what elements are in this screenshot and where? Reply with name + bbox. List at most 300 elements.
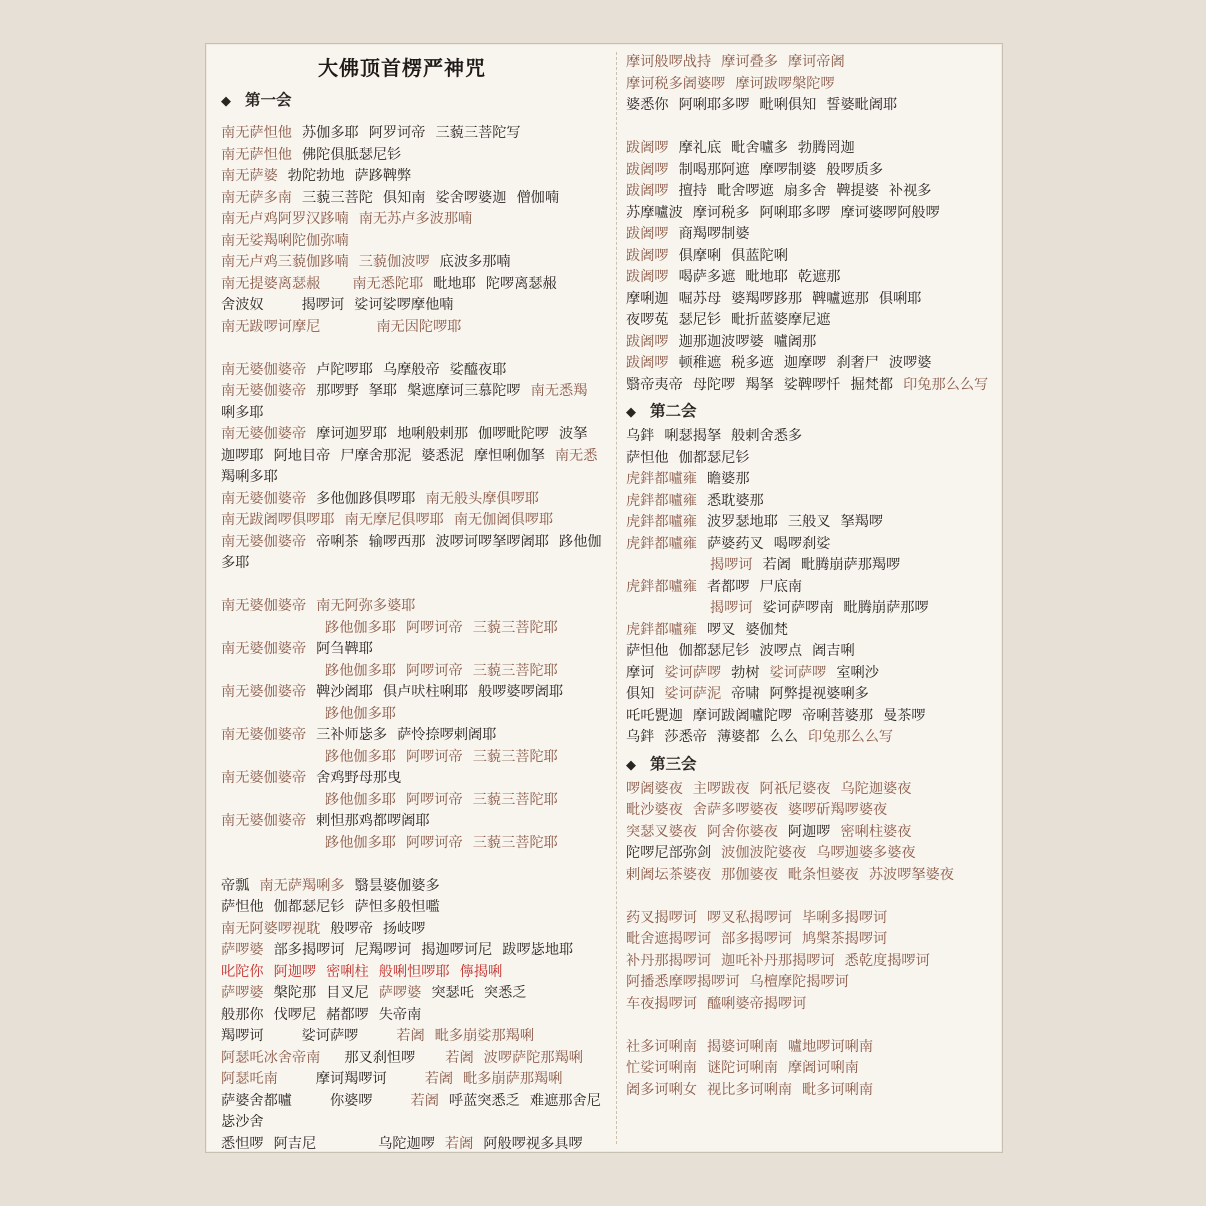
- mantra-line: [221, 725, 609, 747]
- mantra-phrase: 般剌舍悉多: [731, 428, 803, 444]
- mantra-phrase: 南无婆伽婆帝: [221, 361, 307, 378]
- mantra-line: [626, 1058, 992, 1080]
- mantra-phrase: 摩诃婆啰阿般啰: [840, 204, 940, 221]
- mantra-phrase: 萨啰婆: [378, 985, 422, 1001]
- mantra-phrase: 部多揭啰诃: [721, 931, 793, 947]
- mantra-phrase: 车夜揭啰诃: [626, 995, 697, 1012]
- mantra-phrase: 鞞嚧遮那: [812, 290, 869, 307]
- mantra-phrase: 迦那迦波啰婆: [678, 333, 764, 350]
- mantra-phrase: 多耶: [221, 555, 250, 571]
- mantra-phrase: 社多诃唎南: [626, 1038, 697, 1055]
- mantra-phrase: 阿舍你婆夜: [706, 823, 778, 840]
- mantra-phrase: 陀啰尼部弥剑: [626, 845, 712, 861]
- mantra-phrase: 鞞提婆: [836, 183, 879, 199]
- mantra-phrase: 毗舍遮揭啰诃: [626, 931, 712, 947]
- mantra-phrase: 波拏: [559, 426, 588, 442]
- mantra-phrase: 阿瑟吒冰舍帝南: [221, 1049, 321, 1066]
- mantra-phrase: 跋阇啰: [626, 333, 669, 350]
- mantra-line: [626, 289, 992, 311]
- mantra-line: [221, 553, 609, 575]
- mantra-phrase: 摩诃羯啰诃: [315, 1071, 387, 1087]
- mantra-phrase: 伽都瑟尼钐: [678, 449, 750, 466]
- mantra-phrase: 部多揭啰诃: [273, 942, 345, 958]
- mantra-phrase: 跢他伽多耶: [325, 705, 396, 722]
- mantra-line: [221, 919, 609, 941]
- mantra-phrase: 跋阇啰: [626, 247, 669, 264]
- mantra-line: [626, 534, 992, 556]
- mantra-line: [221, 704, 609, 726]
- mantra-phrase: 南无阿弥多婆耶: [316, 598, 416, 614]
- mantra-phrase: 阿祇尼婆夜: [759, 780, 831, 797]
- mantra-phrase: 鸠槃茶揭啰诃: [802, 931, 888, 947]
- mantra-phrase: 毗舍啰遮: [716, 183, 774, 199]
- mantra-phrase: 誓婆毗阇耶: [826, 97, 898, 113]
- mantra-phrase: 乌檀摩陀揭啰诃: [749, 974, 849, 990]
- mantra-phrase: 揭啰诃: [710, 600, 753, 616]
- mantra-line: [626, 620, 992, 642]
- mantra-line: [626, 577, 992, 599]
- mantra-phrase: 俱知: [626, 686, 655, 702]
- mantra-phrase: 毗多诃唎南: [802, 1081, 874, 1098]
- mantra-phrase: 摩诃般啰战持: [626, 54, 712, 70]
- mantra-phrase: 三般叉: [787, 514, 831, 530]
- mantra-phrase: 阿刍鞞耶: [316, 641, 373, 657]
- mantra-phrase: 若阇: [410, 1092, 439, 1109]
- mantra-line: [221, 166, 609, 188]
- mantra-phrase: 波啰萨陀那羯唎: [483, 1049, 583, 1066]
- mantra-phrase: 跋阇啰: [626, 226, 669, 242]
- mantra-phrase: 那啰野: [316, 383, 359, 399]
- mantra-phrase: 阿播悉摩啰揭啰诃: [626, 974, 740, 990]
- mantra-phrase: 摩诃税多: [692, 204, 750, 221]
- mantra-phrase: 南无婆伽婆帝: [221, 770, 307, 786]
- mantra-phrase: 摩诃叠多: [721, 54, 778, 70]
- section-heading-label: 第二会: [650, 401, 697, 420]
- mantra-line: [626, 684, 992, 706]
- mantra-line: [221, 1134, 609, 1156]
- mantra-phrase: 南无婆伽婆帝: [221, 684, 307, 700]
- mantra-phrase: 乌陀迦婆夜: [840, 780, 912, 797]
- mantra-phrase: 跋阇啰: [626, 269, 669, 285]
- mantra-phrase: 密唎柱婆夜: [840, 823, 912, 840]
- mantra-phrase: 乌摩般帝: [382, 361, 440, 378]
- mantra-phrase: 三藐三菩陀耶: [472, 834, 558, 851]
- mantra-phrase: 婆悉你: [626, 97, 669, 113]
- mantra-line: [221, 983, 609, 1005]
- mantra-phrase: 萨婆药叉: [706, 535, 764, 552]
- mantra-phrase: 阿迦啰: [273, 963, 317, 980]
- mantra-phrase: 婆伽梵: [745, 621, 788, 638]
- mantra-line: [221, 1026, 609, 1048]
- mantra-phrase: 帝唎菩婆那: [802, 707, 874, 724]
- section-heading-third: [626, 749, 992, 779]
- mantra-line: [626, 375, 992, 397]
- mantra-phrase: 阿唎耶多啰: [759, 204, 831, 221]
- mantra-line: [221, 790, 609, 812]
- mantra-phrase: 目叉尼: [326, 985, 369, 1001]
- mantra-phrase: 跢他伽多耶: [325, 791, 396, 808]
- mantra-line: [626, 865, 992, 887]
- mantra-phrase: 啰叉私揭啰诃: [706, 909, 793, 926]
- mantra-line: [626, 779, 992, 801]
- mantra-phrase: 南无跋阇啰俱啰耶: [221, 512, 335, 528]
- mantra-phrase: 跋阇啰: [626, 161, 669, 178]
- mantra-phrase: 般啰婆啰阇耶: [478, 684, 564, 700]
- mantra-line: [626, 641, 992, 663]
- mantra-phrase: 槃遮摩诃三慕陀啰: [407, 383, 521, 399]
- mantra-phrase: 尸摩舍那泥: [340, 447, 412, 464]
- mantra-phrase: 掘梵都: [850, 376, 894, 393]
- mantra-phrase: 萨婆舍都嚧: [221, 1092, 292, 1109]
- mantra-phrase: 般啰帝: [330, 920, 373, 937]
- mantra-phrase: 擅持: [678, 183, 707, 199]
- mantra-phrase: 迦啰耶: [221, 447, 264, 464]
- left-column: [221, 90, 609, 1155]
- mantra-phrase: 嚧阇那: [773, 333, 817, 350]
- mantra-phrase: 拏羯啰: [840, 514, 884, 530]
- mantra-phrase: 毗腾崩萨那啰: [843, 600, 929, 616]
- stanza-gap: [221, 338, 609, 360]
- mantra-phrase: 般唎怛啰耶: [378, 963, 450, 980]
- mantra-phrase: 摩诃跋阇嚧陀啰: [692, 707, 793, 724]
- mantra-line: [626, 491, 992, 513]
- mantra-line: [221, 317, 609, 339]
- mantra-phrase: 舍鸡野母那曳: [316, 770, 402, 786]
- mantra-phrase: 南无婆伽婆帝: [221, 533, 307, 550]
- mantra-line: [221, 897, 609, 919]
- mantra-phrase: 悉怛啰: [221, 1135, 264, 1152]
- mantra-phrase: 剌阇坛茶婆夜: [626, 866, 712, 883]
- mantra-line: [221, 231, 609, 253]
- mantra-phrase: 摩礼底: [678, 140, 722, 156]
- mantra-line: [221, 209, 609, 231]
- mantra-phrase: 瞻婆那: [706, 471, 750, 487]
- mantra-phrase: 苏伽多耶: [301, 125, 359, 141]
- mantra-phrase: 勃树: [731, 664, 760, 681]
- mantra-line: [221, 123, 609, 145]
- mantra-phrase: 摩唎迦: [626, 290, 669, 307]
- mantra-phrase: 舍波奴: [221, 297, 264, 313]
- mantra-phrase: 南无婆伽婆帝: [221, 641, 307, 657]
- mantra-line: [221, 381, 609, 403]
- mantra-phrase: 羯啰诃: [221, 1028, 264, 1044]
- stanza-gap: [626, 117, 992, 139]
- mantra-line: [626, 706, 992, 728]
- mantra-phrase: 扬岐啰: [382, 920, 426, 937]
- mantra-phrase: 制喝那阿遮: [678, 161, 750, 178]
- mantra-line: [221, 360, 609, 382]
- mantra-phrase: 摩诃帝阇: [787, 54, 845, 70]
- mantra-phrase: 跋阇啰: [626, 355, 669, 371]
- mantra-phrase: 摩怛唎伽拏: [473, 447, 545, 464]
- mantra-phrase: 俱蓝陀唎: [731, 247, 788, 264]
- mantra-phrase: 跋啰毖地耶: [502, 942, 574, 958]
- mantra-phrase: 南无婆伽婆帝: [221, 490, 307, 507]
- mantra-phrase: 帝啸: [731, 686, 760, 702]
- mantra-phrase: 摩阇诃唎南: [787, 1060, 859, 1076]
- section-heading-label: 第三会: [650, 753, 697, 773]
- mantra-phrase: 悉耽婆那: [706, 492, 764, 509]
- mantra-phrase: 若阇: [444, 1135, 474, 1152]
- mantra-phrase: 补视多: [888, 183, 932, 199]
- mantra-line: [626, 1080, 992, 1102]
- mantra-line: [221, 274, 609, 296]
- mantra-phrase: 摩诃跋啰槃陀啰: [735, 75, 835, 92]
- mantra-phrase: 娑醯夜耶: [449, 361, 507, 378]
- mantra-phrase: 毗地耶: [433, 275, 476, 292]
- mantra-phrase: 底波多那喃: [439, 254, 511, 270]
- mantra-phrase: 扇多舍: [783, 183, 827, 199]
- mantra-phrase: 补丹那揭啰诃: [626, 952, 712, 969]
- mantra-phrase: 揭婆诃唎南: [706, 1038, 778, 1055]
- mantra-phrase: 鞞沙阇耶: [316, 684, 373, 700]
- mantra-phrase: 喝萨多遮: [678, 269, 736, 285]
- mantra-phrase: 毗沙婆夜: [626, 802, 683, 818]
- mantra-phrase: 南无婆伽婆帝: [221, 813, 307, 829]
- mantra-phrase: 主啰跋夜: [692, 780, 750, 797]
- mantra-line: [221, 252, 609, 274]
- mantra-phrase: 地唎般剌那: [397, 426, 469, 442]
- mantra-phrase: 商羯啰制婆: [678, 226, 750, 242]
- mantra-phrase: 瑟尼钐: [678, 312, 722, 328]
- mantra-phrase: 儜揭唎: [459, 963, 503, 980]
- mantra-phrase: 波伽波陀婆夜: [721, 845, 807, 861]
- mantra-phrase: 母陀啰: [692, 376, 736, 393]
- mantra-phrase: 啰阇婆夜: [626, 780, 683, 797]
- mantra-phrase: 南无阿婆啰视耽: [221, 920, 321, 937]
- stanza-gap: [221, 854, 609, 876]
- mantra-phrase: 翳帝夷帝: [626, 376, 683, 393]
- mantra-phrase: 毗舍嚧多: [731, 140, 788, 156]
- mantra-phrase: 迦吒补丹那揭啰诃: [721, 952, 835, 969]
- mantra-phrase: 南无娑羯唎陀伽弥喃: [221, 232, 349, 249]
- mantra-phrase: 若阇: [424, 1071, 454, 1087]
- mantra-phrase: 南无萨怛他: [221, 146, 292, 163]
- mantra-phrase: 者都啰: [706, 578, 750, 595]
- mantra-phrase: 南无因陀啰耶: [376, 318, 462, 335]
- mantra-phrase: 南无悉: [554, 447, 598, 464]
- diamond-icon: ◆: [221, 94, 231, 109]
- mantra-line: [626, 800, 992, 822]
- mantra-phrase: 莎悉帝: [664, 729, 707, 745]
- mantra-phrase: 唎瑟揭拏: [664, 428, 722, 444]
- mantra-phrase: 南无般头摩俱啰耶: [425, 490, 539, 507]
- mantra-phrase: 伽啰毗陀啰: [478, 426, 549, 442]
- mantra-line: [626, 994, 992, 1016]
- mantra-phrase: 波罗瑟地耶: [706, 514, 778, 530]
- mantra-phrase: 南无卢鸡三藐伽跢喃: [221, 254, 349, 270]
- mantra-phrase: 婆羯啰跢那: [731, 290, 803, 307]
- mantra-phrase: 毗地耶: [745, 269, 788, 285]
- mantra-line: [626, 160, 992, 182]
- mantra-phrase: 虎鉡都嚧雍: [626, 492, 697, 509]
- mantra-line: [626, 843, 992, 865]
- mantra-line: [221, 1048, 609, 1070]
- mantra-phrase: 南无苏卢多波那喃: [358, 211, 473, 227]
- mantra-phrase: 揭啰诃: [710, 557, 753, 573]
- mantra-phrase: 突悉乏: [483, 985, 527, 1001]
- mantra-line: [626, 555, 992, 577]
- mantra-phrase: 醯唎婆帝揭啰诃: [706, 995, 807, 1012]
- section-heading-first: ◆ 第一会: [221, 90, 292, 109]
- mantra-phrase: 突瑟叉婆夜: [626, 823, 697, 840]
- mantra-phrase: 南无婆伽婆帝: [221, 727, 307, 743]
- mantra-phrase: 曼茶啰: [883, 707, 926, 724]
- mantra-phrase: 谜陀诃唎南: [706, 1060, 778, 1076]
- mantra-phrase: 阇多诃唎女: [626, 1081, 697, 1098]
- right-mantra-lines: [626, 52, 992, 1101]
- mantra-phrase: 俱摩唎: [678, 247, 722, 264]
- mantra-phrase: 若阇: [445, 1049, 474, 1066]
- column-divider: [616, 52, 617, 1144]
- mantra-line: [221, 661, 609, 683]
- mantra-line: [221, 424, 609, 446]
- mantra-phrase: 若阇: [396, 1028, 425, 1044]
- mantra-phrase: 般那你: [221, 1006, 264, 1023]
- mantra-phrase: 毖沙舍: [221, 1114, 264, 1130]
- mantra-phrase: 俱卢吠柱唎耶: [382, 684, 469, 700]
- mantra-phrase: 薄婆都: [716, 729, 760, 745]
- mantra-phrase: 帝唎茶: [316, 533, 359, 550]
- mantra-line: [626, 353, 992, 375]
- mantra-phrase: 三藐三菩陀耶: [472, 619, 558, 636]
- mantra-phrase: 迦摩啰: [783, 355, 827, 371]
- mantra-phrase: 阿迦啰: [787, 823, 831, 840]
- mantra-phrase: 虎鉡都嚧雍: [626, 578, 697, 595]
- mantra-phrase: 赭都啰: [326, 1006, 369, 1023]
- mantra-line: [221, 811, 609, 833]
- diamond-icon: ◆: [626, 757, 636, 773]
- mantra-line: [221, 1091, 609, 1113]
- mantra-phrase: 萨怜捺啰剌阇耶: [397, 727, 497, 743]
- mantra-phrase: 舍萨多啰婆夜: [692, 802, 778, 818]
- mantra-phrase: 波啰婆: [888, 355, 932, 371]
- mantra-phrase: 南无婆伽婆帝: [221, 426, 307, 442]
- mantra-phrase: 揭啰诃: [301, 297, 345, 313]
- mantra-phrase: 刹奢尸: [836, 355, 879, 371]
- mantra-phrase: 乌鉡: [626, 729, 655, 745]
- mantra-phrase: 叱陀你: [221, 963, 264, 980]
- mantra-phrase: 跋阇啰: [626, 140, 669, 156]
- mantra-line: [221, 532, 609, 554]
- mantra-line: [221, 768, 609, 790]
- mantra-line: [626, 426, 992, 448]
- mantra-phrase: 嚧地啰诃唎南: [787, 1038, 874, 1055]
- mantra-phrase: 翳昙婆伽婆多: [354, 877, 440, 894]
- mantra-line: [626, 448, 992, 470]
- mantra-phrase: 跢他伽: [559, 533, 602, 550]
- mantra-phrase: 三藐三菩陀耶: [472, 662, 558, 679]
- mantra-phrase: 毗多崩娑那羯唎: [434, 1028, 535, 1044]
- mantra-phrase: 南无提婆离瑟赧: [221, 275, 321, 292]
- mantra-phrase: 阿啰诃帝: [405, 662, 463, 679]
- mantra-phrase: 阿弊提视婆唎多: [769, 686, 869, 702]
- mantra-phrase: 阿吉尼: [273, 1135, 317, 1152]
- mantra-phrase: 羯唎多耶: [221, 469, 278, 485]
- mantra-phrase: 悉乾度揭啰诃: [844, 952, 930, 969]
- mantra-line: [626, 203, 992, 225]
- mantra-phrase: 呼蓝突悉乏: [448, 1092, 520, 1109]
- mantra-phrase: 跋阇啰: [626, 183, 669, 199]
- mantra-phrase: 吒吒甖迦: [626, 707, 683, 724]
- mantra-phrase: 萨怛他: [626, 449, 669, 466]
- mantra-line: [626, 663, 992, 685]
- stanza-gap: [626, 1015, 992, 1037]
- mantra-line: [221, 145, 609, 167]
- mantra-phrase: 帝瓢: [221, 877, 250, 894]
- mantra-line: [221, 962, 609, 984]
- mantra-phrase: 么么: [769, 729, 798, 745]
- mantra-phrase: 佛陀俱胝瑟尼钐: [301, 146, 402, 163]
- mantra-phrase: 婆悉泥: [421, 447, 464, 464]
- mantra-line: [221, 467, 609, 489]
- mantra-phrase: 三补师毖多: [316, 727, 388, 743]
- mantra-line: [626, 246, 992, 268]
- mantra-phrase: 印兔那么么写: [807, 729, 894, 745]
- mantra-phrase: 槃陀那: [273, 985, 317, 1001]
- mantra-phrase: 南无萨婆: [221, 168, 278, 184]
- mantra-phrase: 阿唎耶多啰: [678, 97, 750, 113]
- mantra-phrase: 啒苏母: [678, 290, 722, 307]
- mantra-line: [626, 310, 992, 332]
- mantra-line: [626, 929, 992, 951]
- mantra-phrase: 萨怛他: [626, 643, 669, 659]
- mantra-phrase: 摩诃迦罗耶: [316, 426, 388, 442]
- mantra-line: [221, 446, 609, 468]
- mantra-phrase: 僧伽喃: [516, 189, 560, 206]
- mantra-phrase: 苏摩嚧波: [626, 204, 683, 221]
- mantra-phrase: 药叉揭啰诃: [626, 909, 697, 926]
- mantra-phrase: 若阇: [762, 557, 791, 573]
- mantra-line: [221, 1005, 609, 1027]
- mantra-line: [626, 951, 992, 973]
- mantra-phrase: 萨啰婆: [221, 942, 264, 958]
- mantra-phrase: 剌怛那鸡都啰阇耶: [316, 813, 430, 829]
- mantra-phrase: 娑诃萨啰: [769, 664, 827, 681]
- mantra-line: [221, 510, 609, 532]
- mantra-phrase: 跢他伽多耶: [325, 834, 396, 851]
- mantra-phrase: 娑诃萨啰南: [762, 600, 834, 616]
- mantra-phrase: 摩诃: [626, 664, 655, 681]
- mantra-phrase: 视比多诃唎南: [706, 1081, 793, 1098]
- mantra-line: [626, 822, 992, 844]
- mantra-line: [221, 876, 609, 898]
- mantra-phrase: 密唎柱: [326, 963, 369, 980]
- mantra-phrase: 南无萨羯唎多: [259, 877, 345, 894]
- mantra-phrase: 跢他伽多耶: [325, 748, 396, 765]
- mantra-phrase: 毗折蓝婆摩尼遮: [731, 312, 831, 328]
- mantra-phrase: 伽都瑟尼钐: [678, 643, 750, 659]
- mantra-line: [626, 469, 992, 491]
- mantra-line: [221, 295, 609, 317]
- mantra-phrase: 你婆啰: [329, 1092, 373, 1109]
- mantra-phrase: 南无跋啰诃摩尼: [221, 318, 321, 335]
- mantra-phrase: 阿啰诃帝: [405, 791, 463, 808]
- mantra-phrase: 三藐三菩陀: [301, 189, 373, 206]
- mantra-phrase: 虎鉡都嚧雍: [626, 621, 697, 638]
- mantra-phrase: 三藐三菩陀写: [435, 125, 521, 141]
- mantra-phrase: 俱唎耶: [878, 290, 922, 307]
- mantra-phrase: 南无摩尼俱啰耶: [344, 512, 444, 528]
- mantra-phrase: 乌鉡: [626, 428, 655, 444]
- stanza-gap: [221, 575, 609, 597]
- mantra-phrase: 波啰诃啰拏啰阇耶: [435, 533, 549, 550]
- mantra-phrase: 那伽婆夜: [721, 866, 778, 883]
- mantra-line: [221, 940, 609, 962]
- mantra-line: [221, 747, 609, 769]
- mantra-phrase: 阿般啰视多具啰: [483, 1135, 583, 1152]
- mantra-phrase: 勃腾罔迦: [797, 140, 855, 156]
